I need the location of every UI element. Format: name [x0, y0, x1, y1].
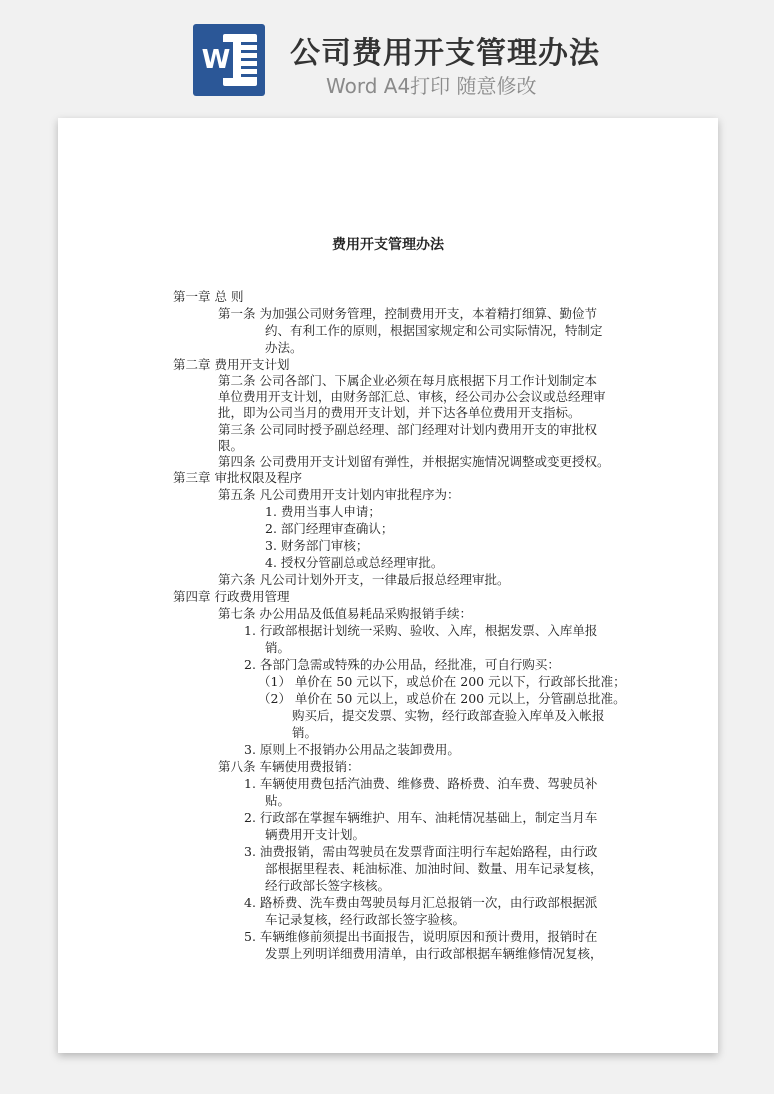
list-item: 3. 财务部门审核；: [265, 538, 369, 553]
chapter-heading: 第三章 审批权限及程序: [173, 470, 302, 485]
list-item: 4. 路桥费、洗车费由驾驶员每月汇总报销一次，由行政部根据派: [244, 895, 598, 910]
list-item: 1. 行政部根据计划统一采购、验收、入库，根据发票、入库单报: [244, 623, 598, 638]
list-item: 发票上列明详细费用清单，由行政部根据车辆维修情况复核，: [265, 946, 603, 961]
sub-list-item: （2） 单价在 50 元以上，或总价在 200 元以上，分管副总批准。: [258, 691, 626, 706]
word-icon: [193, 24, 265, 96]
list-item: 5. 车辆维修前须提出书面报告，说明原因和预计费用，报销时在: [244, 929, 598, 944]
list-item: 2. 各部门急需或特殊的办公用品，经批准，可自行购买：: [244, 657, 560, 672]
text-line-shape: [241, 58, 259, 61]
article-text: 批，即为公司当月的费用开支计划，并下达各单位费用开支指标。: [218, 405, 581, 420]
article-text: 第八条 车辆使用费报销：: [218, 759, 360, 774]
list-item: 3. 油费报销，需由驾驶员在发票背面注明行车起始路程，由行政: [244, 844, 598, 859]
page-title: 公司费用开支管理办法: [290, 36, 600, 71]
word-logo-letter: W: [199, 42, 233, 78]
article-text: 第三条 公司同时授予副总经理、部门经理对计划内费用开支的审批权: [218, 422, 597, 437]
text-line-shape: [241, 42, 259, 45]
chapter-heading: 第二章 费用开支计划: [173, 357, 290, 372]
article-text: 第二条 公司各部门、下属企业必须在每月底根据下月工作计划制定本: [218, 373, 597, 388]
chapter-heading: 第四章 行政费用管理: [173, 589, 290, 604]
chapter-heading: 第一章 总 则: [173, 289, 244, 304]
article-text: 单位费用开支计划，由财务部汇总、审核，经公司办公会议或总经理审: [218, 389, 606, 404]
article-text: 第六条 凡公司计划外开支，一律最后报总经理审批。: [218, 572, 510, 587]
list-item: 经行政部长签字核核。: [265, 878, 391, 893]
list-item: 1. 费用当事人申请；: [265, 504, 381, 519]
article-text: 第四条 公司费用开支计划留有弹性，并根据实施情况调整或变更授权。: [218, 454, 610, 469]
article-text: 约、有利工作的原则，根据国家规定和公司实际情况，特制定: [265, 323, 603, 338]
sub-list-item: （1） 单价在 50 元以下，或总价在 200 元以下，行政部长批准；: [258, 674, 626, 689]
sub-list-item: 销。: [292, 725, 318, 740]
list-item: 2. 行政部在掌握车辆维护、用车、油耗情况基础上，制定当月车: [244, 810, 598, 825]
list-item: 销。: [265, 640, 291, 655]
list-item: 贴。: [265, 793, 291, 808]
list-item: 3. 原则上不报销办公用品之装卸费用。: [244, 742, 460, 757]
list-item: 部根据里程表、耗油标准、加油时间、数量、用车记录复核，: [265, 861, 603, 876]
document-page: [58, 118, 718, 1053]
text-line-shape: [241, 50, 259, 53]
article-text: 第七条 办公用品及低值易耗品采购报销手续：: [218, 606, 472, 621]
article-text: 限。: [218, 438, 244, 453]
article-text: 第五条 凡公司费用开支计划内审批程序为：: [218, 487, 460, 502]
article-text: 办法。: [265, 340, 303, 355]
list-item: 1. 车辆使用费包括汽油费、维修费、路桥费、泊车费、驾驶员补: [244, 776, 598, 791]
page-subtitle: Word A4打印 随意修改: [326, 74, 537, 98]
article-text: 第一条 为加强公司财务管理，控制费用开支，本着精打细算、勤俭节: [218, 306, 597, 321]
document-title: 费用开支管理办法: [332, 237, 444, 253]
list-item: 2. 部门经理审查确认；: [265, 521, 394, 536]
list-item: 车记录复核，经行政部长签字验核。: [265, 912, 466, 927]
page-header: [0, 0, 774, 118]
list-item: 辆费用开支计划。: [265, 827, 366, 842]
list-item: 4. 授权分管副总或总经理审批。: [265, 555, 444, 570]
text-line-shape: [241, 66, 259, 69]
sub-list-item: 购买后，提交发票、实物，经行政部查验入库单及入帐报: [292, 708, 605, 723]
text-line-shape: [241, 74, 259, 77]
